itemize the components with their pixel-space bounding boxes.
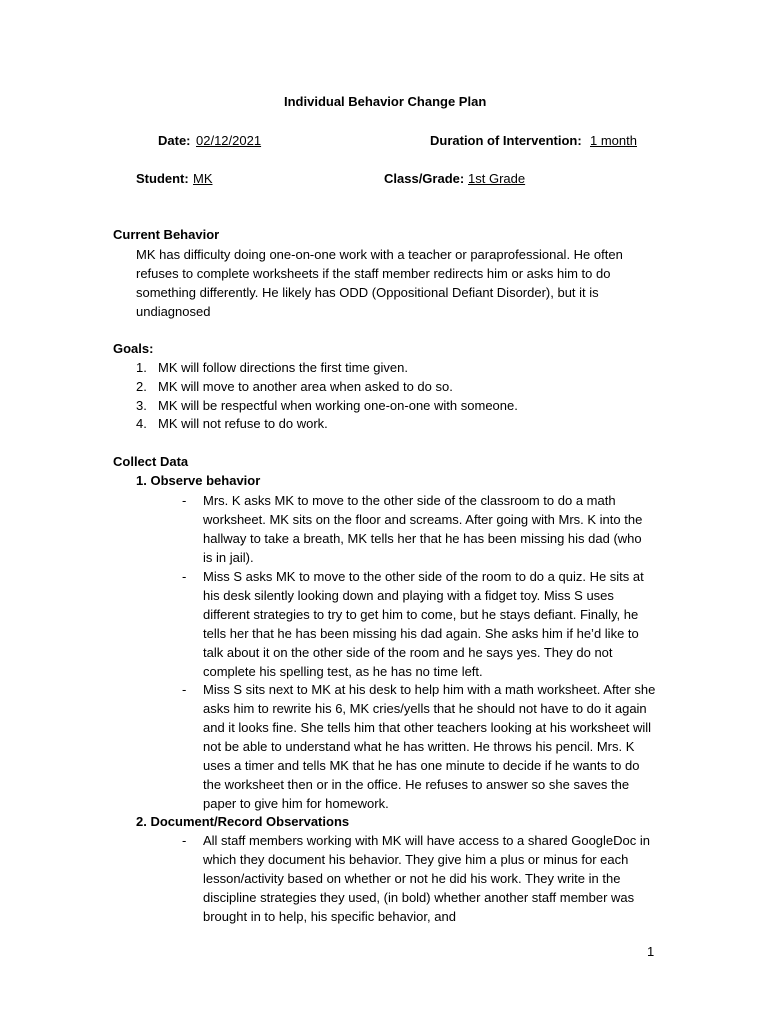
goal-text: MK will follow directions the first time given.: [158, 360, 408, 375]
goal-text: MK will not refuse to do work.: [158, 416, 328, 431]
goal-text: MK will move to another area when asked to do so.: [158, 379, 453, 394]
goal-text: MK will be respectful when working one-on-one with someone.: [158, 398, 518, 413]
student-label: Student:: [136, 171, 189, 186]
class-label: Class/Grade:: [384, 171, 465, 186]
list-dash: -: [182, 682, 187, 697]
observation-item: Mrs. K asks MK to move to the other side of the classroom to do a math worksheet. MK sits on the floor and screams. After going with Mrs. K into the hallway to take a breath, MK tells her that he has been missing his dad (who is in jail).: [203, 493, 643, 565]
list-dash: -: [182, 493, 187, 508]
observe-behavior-heading: 1. Observe behavior: [136, 473, 261, 488]
goal-number: 1.: [136, 360, 147, 375]
student-value: MK: [193, 171, 213, 186]
page-number: 1: [647, 944, 655, 959]
goal-number: 4.: [136, 416, 147, 431]
date-value: 02/12/2021: [196, 133, 262, 148]
goal-number: 2.: [136, 379, 147, 394]
document-title: Individual Behavior Change Plan: [284, 94, 487, 109]
goals-heading: Goals:: [113, 341, 154, 356]
duration-label: Duration of Intervention:: [430, 133, 582, 148]
current-behavior-heading: Current Behavior: [113, 227, 220, 242]
class-value: 1st Grade: [468, 171, 526, 186]
date-label: Date:: [158, 133, 191, 148]
document-observations-heading: 2. Document/Record Observations: [136, 814, 350, 829]
list-dash: -: [182, 569, 187, 584]
observation-item: Miss S asks MK to move to the other side of the room to do a quiz. He sits at his desk silently looking down and playing with a fidget toy. Miss S uses different strategies to try to get him to come, but he stays defiant. Finally, he tells her that he has been missing his dad again. She asks him if he’d like to talk about it on the other side of the room and he says yes. They do not complete his spelling test, as he has no time left.: [203, 569, 644, 679]
documentation-item: All staff members working with MK will have access to a shared GoogleDoc in which they document his behavior. They give him a plus or minus for each lesson/activity based on whether or not he did his work. They write in the discipline strategies they used, (in bold) whether another staff member was brought in to help, his specific behavior, and: [203, 833, 651, 924]
observation-item: Miss S sits next to MK at his desk to help him with a math worksheet. After she asks him to rewrite his 6, MK cries/yells that he should not have to do it again and it looks fine. She tells him that other teachers looking at his worksheet will not be able to understand what he has written. He throws his pencil. Mrs. K uses a timer and tells MK that he has one minute to decide if he wants to do the worksheet then or in the office. He refuses to answer so she saves the paper to give him for homework.: [203, 682, 656, 811]
list-dash: -: [182, 833, 187, 848]
current-behavior-text: MK has difficulty doing one-on-one work with a teacher or paraprofessional. He often refuses to complete worksheets if the staff member redirects him or asks him to do something differently. He likely has ODD (Oppositional Defiant Disorder), but it is undiagnosed: [136, 247, 623, 319]
goal-number: 3.: [136, 398, 147, 413]
collect-data-heading: Collect Data: [113, 454, 189, 469]
duration-value: 1 month: [590, 133, 637, 148]
